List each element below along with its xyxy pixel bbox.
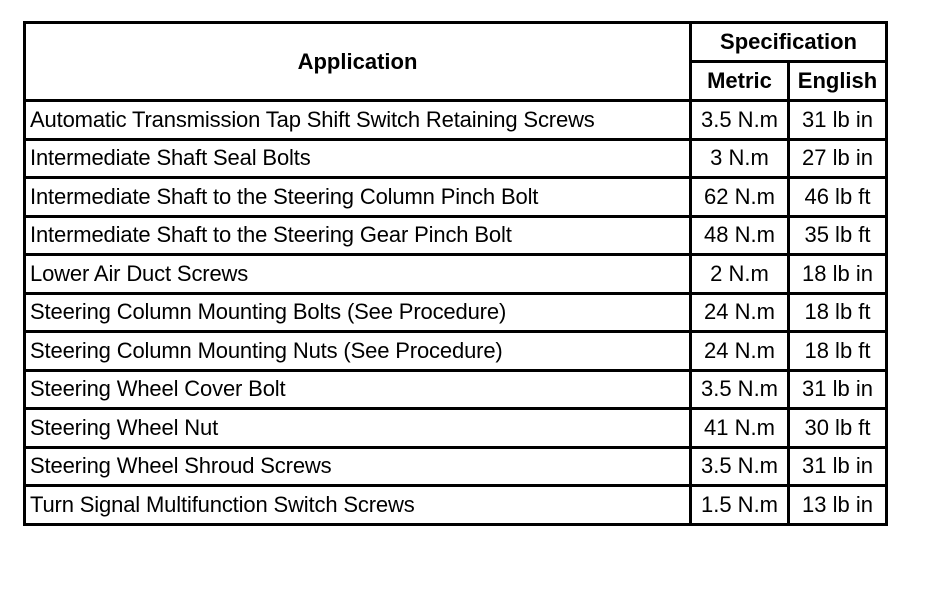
header-english: English bbox=[789, 62, 887, 101]
table-row bbox=[25, 370, 887, 409]
header-application: Application bbox=[25, 23, 691, 101]
cell-metric: 24 N.m bbox=[691, 293, 789, 332]
cell-application: Lower Air Duct Screws bbox=[25, 255, 691, 294]
cell-metric: 41 N.m bbox=[691, 409, 789, 448]
cell-application: Intermediate Shaft to the Steering Column Pinch Bolt bbox=[25, 178, 691, 217]
cell-english: 18 lb in bbox=[789, 255, 887, 294]
cell-metric: 3.5 N.m bbox=[691, 370, 789, 409]
torque-specification-table bbox=[23, 21, 888, 526]
cell-metric: 2 N.m bbox=[691, 255, 789, 294]
cell-english: 31 lb in bbox=[789, 101, 887, 140]
cell-english: 35 lb ft bbox=[789, 216, 887, 255]
table-row bbox=[25, 332, 887, 371]
cell-application: Intermediate Shaft to the Steering Gear Pinch Bolt bbox=[25, 216, 691, 255]
cell-metric: 48 N.m bbox=[691, 216, 789, 255]
cell-application: Intermediate Shaft Seal Bolts bbox=[25, 139, 691, 178]
cell-application: Steering Wheel Shroud Screws bbox=[25, 447, 691, 486]
cell-application: Steering Column Mounting Bolts (See Procedure) bbox=[25, 293, 691, 332]
table-row bbox=[25, 447, 887, 486]
cell-metric: 3 N.m bbox=[691, 139, 789, 178]
cell-english: 30 lb ft bbox=[789, 409, 887, 448]
cell-english: 18 lb ft bbox=[789, 293, 887, 332]
table-row bbox=[25, 255, 887, 294]
cell-metric: 62 N.m bbox=[691, 178, 789, 217]
header-specification: Specification bbox=[691, 23, 887, 62]
cell-application: Steering Column Mounting Nuts (See Procedure) bbox=[25, 332, 691, 371]
table-row bbox=[25, 101, 887, 140]
cell-metric: 24 N.m bbox=[691, 332, 789, 371]
cell-english: 31 lb in bbox=[789, 370, 887, 409]
cell-application: Steering Wheel Nut bbox=[25, 409, 691, 448]
table-row bbox=[25, 178, 887, 217]
cell-metric: 3.5 N.m bbox=[691, 101, 789, 140]
cell-application: Turn Signal Multifunction Switch Screws bbox=[25, 486, 691, 525]
table-row bbox=[25, 216, 887, 255]
table-row bbox=[25, 139, 887, 178]
table-row bbox=[25, 409, 887, 448]
cell-english: 18 lb ft bbox=[789, 332, 887, 371]
cell-application: Steering Wheel Cover Bolt bbox=[25, 370, 691, 409]
cell-english: 46 lb ft bbox=[789, 178, 887, 217]
table-row bbox=[25, 486, 887, 525]
table-row bbox=[25, 293, 887, 332]
cell-metric: 1.5 N.m bbox=[691, 486, 789, 525]
cell-english: 13 lb in bbox=[789, 486, 887, 525]
header-row-top bbox=[25, 23, 887, 62]
cell-english: 27 lb in bbox=[789, 139, 887, 178]
cell-metric: 3.5 N.m bbox=[691, 447, 789, 486]
header-metric: Metric bbox=[691, 62, 789, 101]
cell-application: Automatic Transmission Tap Shift Switch Retaining Screws bbox=[25, 101, 691, 140]
cell-english: 31 lb in bbox=[789, 447, 887, 486]
